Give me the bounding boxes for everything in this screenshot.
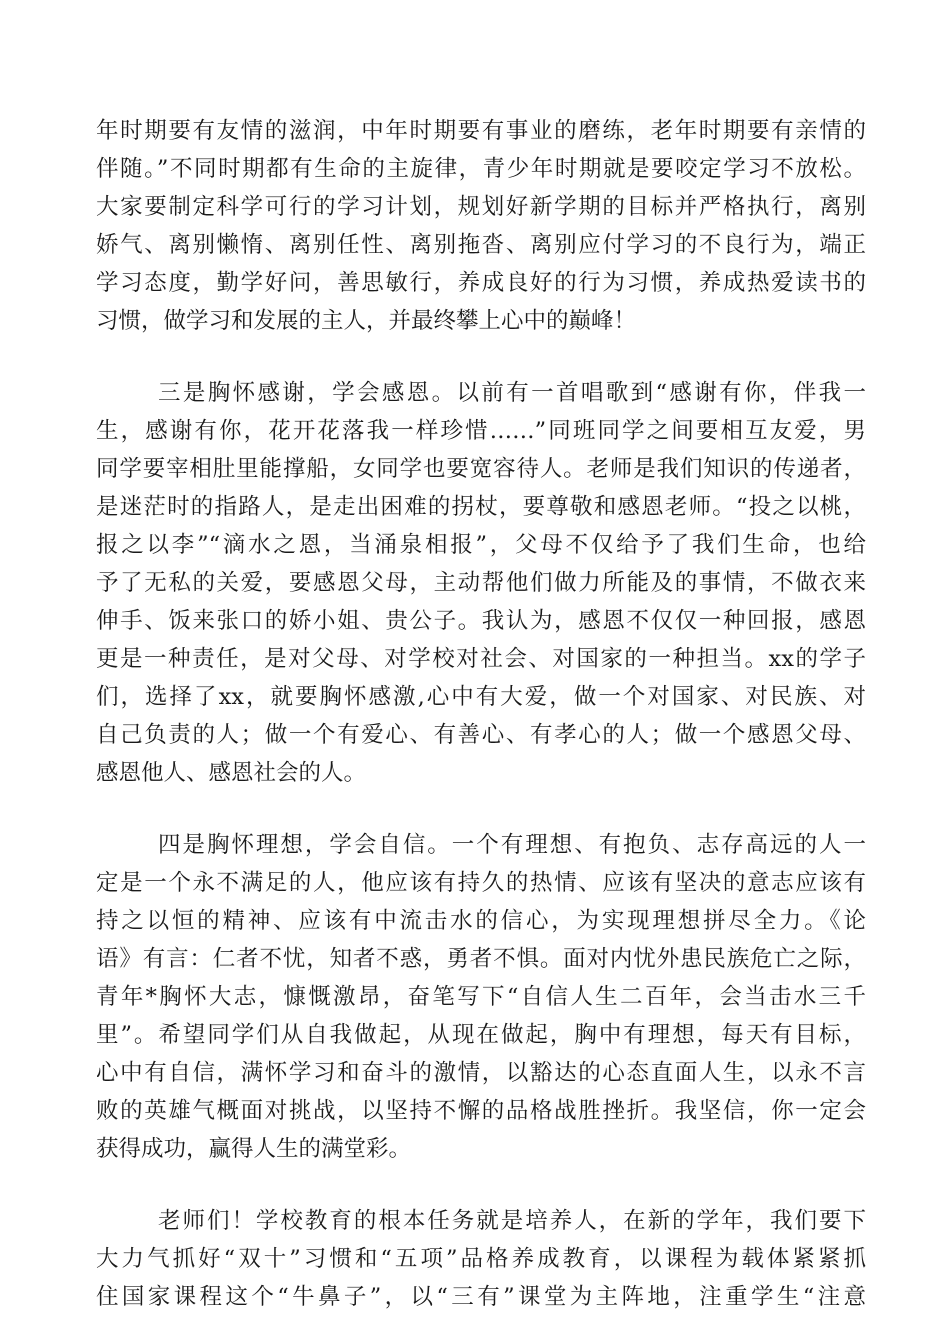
text-line: 定是一个永不满足的人，他应该有持久的热情、应该有坚决的意志应该有 — [96, 870, 866, 896]
paragraph-3 — [96, 826, 866, 1168]
text-line: 学习态度，勤学好问，善思敏行，养成良好的行为习惯，养成热爱读书的 — [96, 270, 866, 296]
text-line: 们，选择了xx，就要胸怀感激,心中有大爱，做一个对国家、对民族、对 — [96, 684, 866, 710]
text-line: 同学要宰相肚里能撑船，女同学也要宽容待人。老师是我们知识的传递者， — [96, 456, 866, 482]
text-line: 持之以恒的精神、应该有中流击水的信心，为实现理想拼尽全力。《论 — [96, 908, 866, 934]
paragraph-1 — [96, 112, 866, 340]
text-line: 是迷茫时的指路人，是走出困难的拐杖，要尊敬和感恩老师。“投之以桃， — [96, 494, 866, 520]
text-line: 习惯，做学习和发展的主人，并最终攀上心中的巅峰！ — [96, 308, 637, 334]
document-body — [96, 112, 866, 1316]
paragraph-2 — [96, 374, 866, 792]
text-line: 生，感谢有你，花开花落我一样珍惜……”同班同学之间要相互友爱，男 — [96, 418, 866, 444]
text-line: 感恩他人、感恩社会的人。 — [96, 760, 367, 786]
text-line: 大家要制定科学可行的学习计划，规划好新学期的目标并严格执行，离别 — [96, 194, 866, 220]
text-line: 败的英雄气概面对挑战，以坚持不懈的品格战胜挫折。我坚信，你一定会 — [96, 1098, 866, 1124]
text-line: 三是胸怀感谢，学会感恩。以前有一首唱歌到“感谢有你，伴我一 — [158, 380, 866, 406]
text-line: 住国家课程这个“牛鼻子”，以“三有”课堂为主阵地，注重学生“注意 — [96, 1284, 866, 1310]
text-line: 里”。希望同学们从自我做起，从现在做起，胸中有理想，每天有目标， — [96, 1022, 866, 1048]
text-line: 大力气抓好“双十”习惯和“五项”品格养成教育，以课程为载体紧紧抓 — [96, 1246, 866, 1272]
text-line: 伴随。”不同时期都有生命的主旋律，青少年时期就是要咬定学习不放松。 — [96, 156, 866, 182]
text-line: 予了无私的关爱，要感恩父母，主动帮他们做力所能及的事情，不做衣来 — [96, 570, 866, 596]
text-line: 青年*胸怀大志，慷慨激昂，奋笔写下“自信人生二百年，会当击水三千 — [96, 984, 866, 1010]
text-line: 四是胸怀理想，学会自信。一个有理想、有抱负、志存高远的人一 — [158, 832, 866, 858]
text-line: 伸手、饭来张口的娇小姐、贵公子。我认为，感恩不仅仅一种回报，感恩 — [96, 608, 866, 634]
text-line: 语》有言：仁者不忧，知者不惑，勇者不惧。面对内忧外患民族危亡之际， — [96, 946, 866, 972]
text-line: 娇气、离别懒惰、离别任性、离别拖沓、离别应付学习的不良行为，端正 — [96, 232, 866, 258]
text-line: 年时期要有友情的滋润，中年时期要有事业的磨练，老年时期要有亲情的 — [96, 118, 866, 144]
paragraph-4 — [96, 1202, 866, 1316]
text-line: 心中有自信，满怀学习和奋斗的激情，以豁达的心态直面人生，以永不言 — [96, 1060, 866, 1086]
text-line: 自己负责的人；做一个有爱心、有善心、有孝心的人；做一个感恩父母、 — [96, 722, 866, 748]
text-line: 获得成功，赢得人生的满堂彩。 — [96, 1136, 412, 1162]
text-line: 报之以李”“滴水之恩，当涌泉相报”，父母不仅给予了我们生命，也给 — [96, 532, 866, 558]
text-line: 更是一种责任，是对父母、对学校对社会、对国家的一种担当。xx的学子 — [96, 646, 866, 672]
text-line: 老师们！学校教育的根本任务就是培养人，在新的学年，我们要下 — [158, 1208, 866, 1234]
